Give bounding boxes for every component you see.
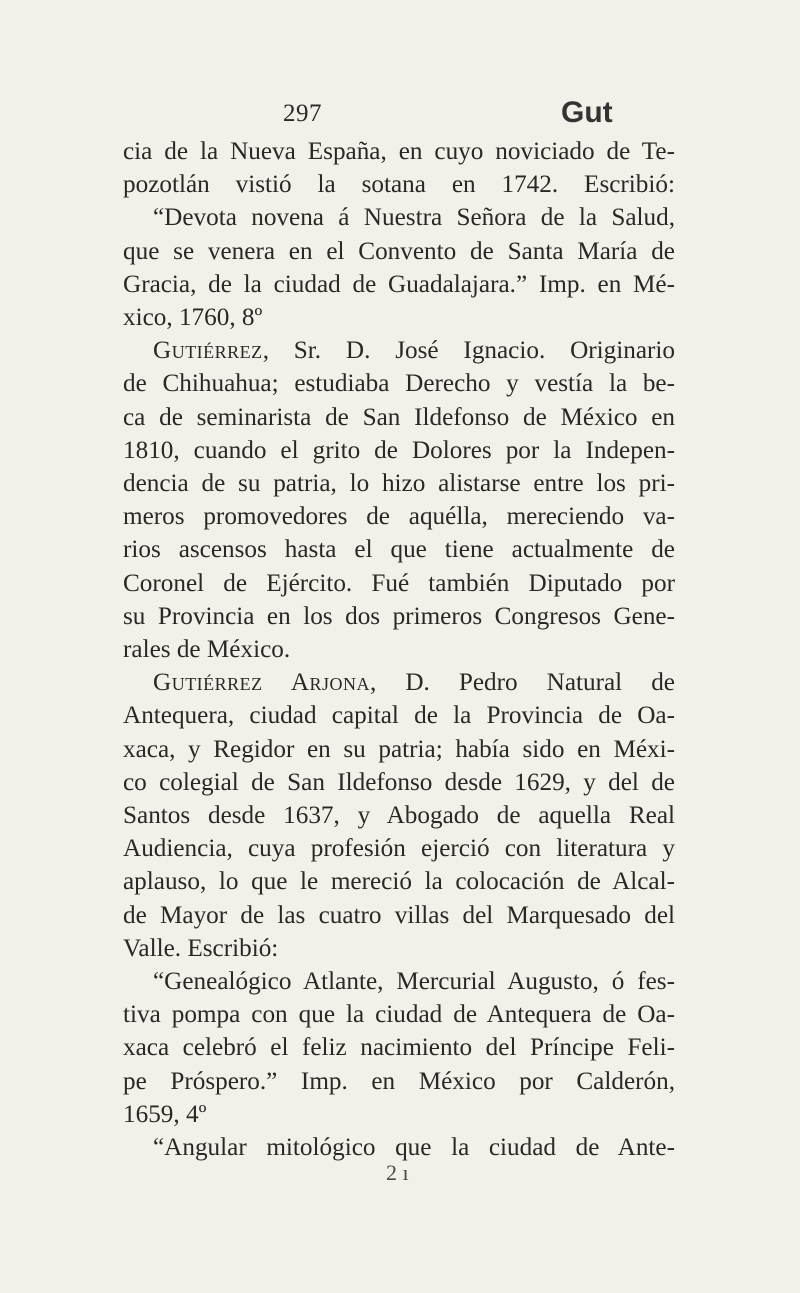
text-line: de Chihuahua; estudiaba Derecho y vestía la be- bbox=[123, 370, 675, 398]
entry-line bbox=[123, 334, 675, 367]
text-line: xaca celebró el feliz nacimiento del Príncipe Feli- bbox=[123, 1034, 675, 1062]
text-line: Audiencia, cuya profesión ejerció con literatura y bbox=[123, 835, 675, 863]
text-line: tiva pompa con que la ciudad de Antequera de Oa- bbox=[123, 1001, 675, 1029]
text-line: “Angular mitológico que la ciudad de Ante- bbox=[153, 1134, 675, 1162]
text-line: Antequera, ciudad capital de la Provincia de Oa- bbox=[123, 702, 675, 730]
text-line: rios ascensos hasta el que tiene actualmente de bbox=[123, 536, 675, 564]
text-line: dencia de su patria, lo hizo alistarse entre los pri- bbox=[123, 470, 675, 498]
text-line: que se venera en el Convento de Santa María de bbox=[123, 237, 675, 265]
text-line: xaca, y Regidor en su patria; había sido en Méxi- bbox=[123, 735, 675, 763]
entry-surname: Gutiérrez Arjona bbox=[153, 669, 371, 697]
text-line: Santos desde 1637, y Abogado de aquella Real bbox=[123, 802, 675, 830]
page-number: 297 bbox=[283, 100, 322, 127]
text-line: 1810, cuando el grito de Dolores por la Indepen- bbox=[123, 436, 675, 464]
text-line: Coronel de Ejército. Fué también Diputado por bbox=[123, 569, 675, 597]
text-line: “Genealógico Atlante, Mercurial Augusto, ó fes- bbox=[153, 968, 675, 996]
text-line: Valle. Escribió: bbox=[123, 934, 279, 962]
text-line: rales de México. bbox=[123, 636, 291, 664]
entry-line bbox=[123, 666, 675, 699]
text-line: de Mayor de las cuatro villas del Marquesado del bbox=[123, 901, 675, 929]
text-line: meros promovedores de aquélla, mereciendo va- bbox=[123, 503, 675, 531]
text-line: cia de la Nueva España, en cuyo noviciado de Te- bbox=[123, 138, 675, 165]
text-line: ca de seminarista de San Ildefonso de México en bbox=[123, 403, 675, 431]
text-line: aplauso, lo que le mereció la colocación de Alcal- bbox=[123, 868, 675, 896]
running-head: Gut bbox=[561, 96, 613, 129]
text-line: Gracia, de la ciudad de Guadalajara.” Imp. en Mé- bbox=[123, 270, 675, 298]
entry-surname: Gutiérrez bbox=[153, 337, 263, 365]
text-line: pe Próspero.” Imp. en México por Calderón, bbox=[123, 1067, 675, 1095]
entry-heading-rest: , D. Pedro Natural de bbox=[370, 669, 675, 697]
text-line: su Provincia en los dos primeros Congresos Gene- bbox=[123, 602, 675, 630]
text-line: 1659, 4º bbox=[123, 1100, 207, 1128]
text-line: “Devota novena á Nuestra Señora de la Salud, bbox=[153, 204, 675, 232]
body-text bbox=[123, 135, 675, 1164]
signature-mark: 2 ı bbox=[386, 1160, 409, 1185]
text-line: co colegial de San Ildefonso desde 1629, y del de bbox=[123, 768, 675, 796]
text-line: xico, 1760, 8º bbox=[123, 304, 263, 332]
entry-heading-rest: , Sr. D. José Ignacio. Originario bbox=[262, 337, 675, 365]
text-line: pozotlán vistió la sotana en 1742. Escribió: bbox=[123, 171, 675, 199]
